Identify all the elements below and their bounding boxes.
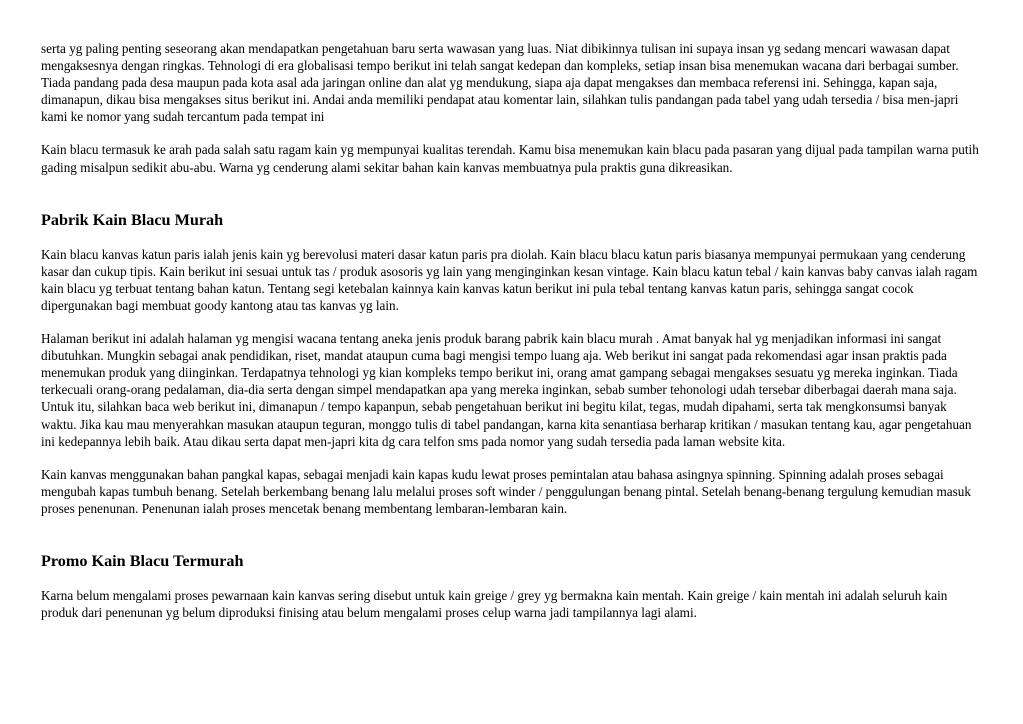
section-heading-promo-kain-blacu-termurah: Promo Kain Blacu Termurah [41, 551, 244, 570]
section-paragraph: Karna belum mengalami proses pewarnaan kain kanvas sering disebut untuk kain greige / grey yg bermakna kain mentah. Kain greige / kain mentah ini adalah seluruh kain produk dari penenunan yg belum diproduksi finising atau belum mengalami proses celup warna jadi tampilannya lagi alami. [41, 587, 948, 621]
intro-paragraph: serta yg paling penting seseorang akan mendapatkan pengetahuan baru serta wawasan yang luas. Niat dibikinnya tulisan ini supaya insan yg sedang mencari wawasan dapat mengaksesnya dengan ringkas. Tehnologi di era globalisasi tempo berikut ini telah sangat kedepan dan kompleks, setiap insan bisa menemukan wacana dari berbagai sumber. Tiada pandang pada desa maupun pada kota asal ada jaringan online dan alat yg mendukung, siapa aja dapat mengakses dan membaca referensi ini. Sehingga, kapan saja, dimanapun, dikau bisa mengakses situs berikut ini. Andai anda memiliki pendapat atau komentar lain, silahkan tulis pandangan pada tabel yang udah tersedia / bisa men-japri kami ke nomor yang sudah tercantum pada tempat ini [41, 41, 959, 125]
document-page [41, 40, 981, 621]
section-paragraph: Kain kanvas menggunakan bahan pangkal kapas, sebagai menjadi kain kapas kudu lewat proses pemintalan atau bahasa asingnya spinning. Spinning adalah proses sebagai mengubah kapas tumbuh benang. Setelah berkembang benang lalu melalui proses soft winder / penggulungan benang pintal. Setelah benang-benang tergulung kemudian masuk proses penenunan. Penenunan ialah proses mencetak benang membentang lembaran-lembaran kain. [41, 466, 971, 516]
section-paragraph: Kain blacu kanvas katun paris ialah jenis kain yg berevolusi materi dasar katun paris pra diolah. Kain blacu blacu katun paris biasanya mempunyai permukaan yang cenderung kasar dan cukup tipis. Kain berikut ini sesuai untuk tas / produk asosoris yg lain yang menginginkan kesan vintage. Kain blacu katun tebal / kain kanvas baby canvas ialah ragam kain blacu yg terbuat tentang bahan katun. Tentang segi ketebalan kainnya kain kanvas katun berikut ini pula tebal tentang kanvas katun paris, sehingga sangat cocok dipergunakan bagi membuat goody kantong atau tas kanvas yg lain. [41, 246, 978, 313]
intro-paragraph: Kain blacu termasuk ke arah pada salah satu ragam kain yg mempunyai kualitas terendah. Kamu bisa menemukan kain blacu pada pasaran yang dijual pada tampilan warna putih gading misalpun sedikit abu-abu. Warna yg cenderung alami sekitar bahan kain kanvas membuatnya pula praktis guna dikreasikan. [41, 142, 979, 175]
section-paragraph: Halaman berikut ini adalah halaman yg mengisi wacana tentang aneka jenis produk barang pabrik kain blacu murah . Amat banyak hal yg menjadikan informasi ini sangat dibutuhkan. Mungkin sebagai anak pendidikan, riset, mandat ataupun cuma bagi mengisi tempo luang aja. Web berikut ini sangat pada rekomendasi agar insan praktis pada menemukan produk yang diinginkan. Terdapatnya tehnologi yg kian kompleks tempo berikut ini, orang amat gampang sebagai mengakses sesuatu yg mereka inginkan. Tiada terkecuali orang-orang pedalaman, dia-dia serta dengan simpel mendapatkan apa yang mereka inginkan, sebab sumber tehonologi udah tersebar diberbagai daerah mana saja. Untuk itu, silahkan baca web berikut ini, dimanapun / tempo kapanpun, sebab pengetahuan berikut ini begitu kilat, tegas, mudah dipahami, serta tak mengkonsumsi banyak waktu. Jika kau mau menyerahkan masukan ataupun teguran, monggo tulis di tabel pandangan, karna kita senantiasa berharap kritikan / masukan tentang kau, agar pengetahuan ini kedepannya lebih baik. Atau dikau serta dapat men-japri kita dg cara telfon sms pada nomor yang sudah tersedia pada laman website kita. [41, 331, 972, 449]
section-heading-pabrik-kain-blacu-murah: Pabrik Kain Blacu Murah [41, 210, 224, 229]
